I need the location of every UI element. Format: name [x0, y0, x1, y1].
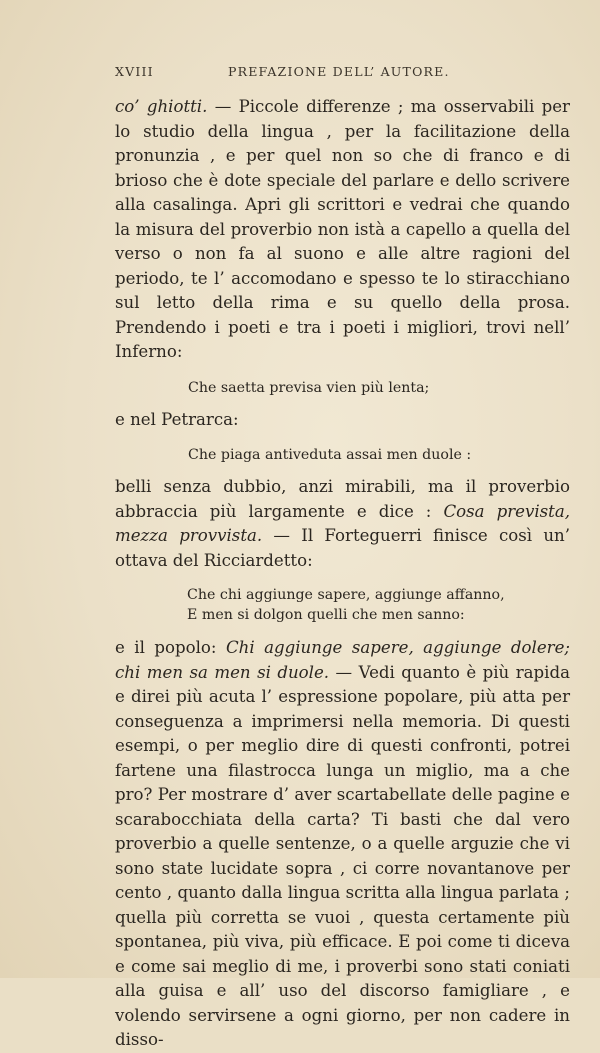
quote-inferno: Che saetta previsa vien più lenta;: [188, 379, 430, 396]
paragraph-3-before: belli senza dubbio, anzi mirabili, ma il proverbio abbraccia più largamente e dice :: [115, 477, 570, 521]
paragraph-3: [115, 475, 570, 573]
paragraph-3-after: — Il Forteguerri finisce così un’ ottava del Ricciardetto:: [115, 526, 570, 570]
quote-forteguerri-line-2: E men si dolgon quelli che men sanno:: [187, 607, 465, 623]
quote-forteguerri-line-1: Che chi aggiunge sapere, aggiunge affanno,: [187, 587, 505, 603]
paragraph-3-italic-proverb: Cosa prevista, mezza provvista.: [115, 501, 570, 545]
quote-forteguerri: [187, 585, 570, 625]
paragraph-4-before: e il popolo:: [115, 638, 226, 657]
paragraph-2: e nel Petrarca:: [115, 409, 239, 429]
page-number: XVIII: [115, 64, 154, 79]
paragraph-4: [115, 636, 570, 1053]
running-title: PREFAZIONE DELL’ AUTORE.: [228, 64, 450, 79]
paragraph-1-italic-lead: co’ ghiotti.: [115, 97, 208, 116]
paragraph-1-text: — Piccole differenze ; ma osservabili per lo studio della lingua , per la facilitazione della pronunzia , e per quel non so che di franco e di brioso che è dote speciale del parlare e dello scrivere alla casalinga. Apri gli scrittori e vedrai che quando la misura del proverbio non istà a capello a quella del verso o non fa al suono e alle altre ragioni del periodo, te l’ accomodano e spesso te lo stiracchiano sul letto della rima e su quello della prosa. Prendendo i poeti e tra i poeti i migliori, trovi nell’ Inferno:: [115, 97, 570, 361]
paragraph-4-after: — Vedi quanto è più rapida e direi più acuta l’ espressione popolare, più atta per conseguenza a imprimersi nella memoria. Di questi esempi, o per meglio dire di questi confronti, potrei fartene una filastrocca lunga un miglio, ma a che pro? Per mostrare d’ aver scartabellate delle pagine e scarabocchiata della carta? Ti basti che dal vero proverbio a quelle sentenze, o a quelle arguzie che vi sono state lucidate sopra , ci corre novantanove per cento , quanto dalla lingua scritta alla lingua parlata ; quella più corretta se vuoi , questa certamente più spontanea, più viva, più efficace. E poi come ti diceva e come sai meglio di me, i proverbi sono stati coniati alla guisa e all’ uso del discorso famigliare , e volendo servirsene a ogni giorno, per non cadere in disso-: [115, 662, 570, 1049]
paragraph-1: [115, 95, 570, 365]
page-body: [115, 95, 570, 1053]
paragraph-4-italic-proverb: Chi aggiunge sapere, aggiunge dolere; chi men sa men si duole.: [115, 638, 570, 682]
quote-petrarca: Che piaga antiveduta assai men duole :: [188, 447, 472, 463]
